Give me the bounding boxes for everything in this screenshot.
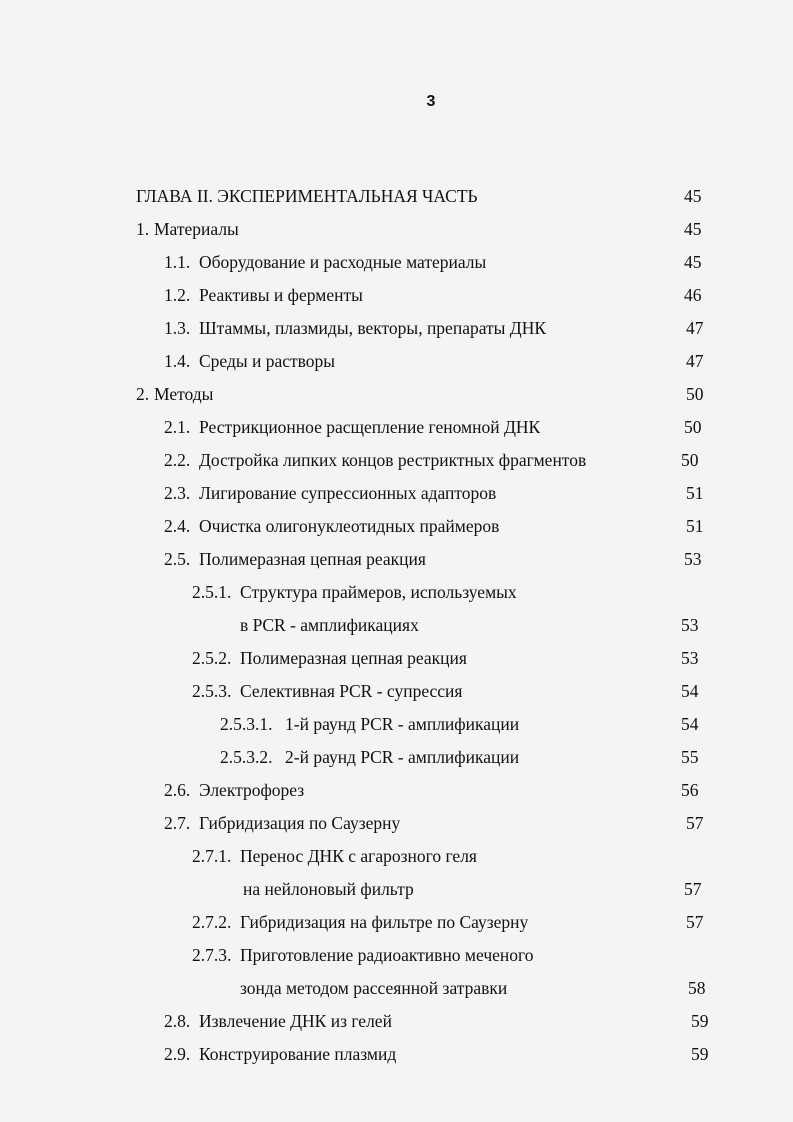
toc-section-title: Полимеразная цепная реакция [240,648,467,668]
toc-section-number: 2.3. [164,483,191,503]
toc-page: 45 [684,186,702,206]
toc-section-title: Рестрикционное расщепление геномной ДНК [199,417,541,437]
toc-section-number: 2.2. [164,450,191,470]
toc-section-number: 2.5.3. [192,681,232,701]
toc-page: 53 [681,648,699,668]
toc-section-number: 2.1. [164,417,191,437]
toc-row [0,1042,793,1066]
toc-section-title: Лигирование супрессионных адапторов [199,483,497,503]
toc-page: 51 [686,483,704,503]
toc-section-title: Структура праймеров, используемых [240,582,517,602]
toc-row [0,448,793,472]
toc-section-title: Селективная PCR - супрессия [240,681,463,701]
toc-page: 47 [686,318,704,338]
toc-section-number: 2.9. [164,1044,191,1064]
toc-section-number: 2.8. [164,1011,191,1031]
toc-section-title: Полимеразная цепная реакция [199,549,426,569]
toc-section-title: Методы [154,384,214,404]
toc-chapter-title: ГЛАВА II. ЭКСПЕРИМЕНТАЛЬНАЯ ЧАСТЬ [136,186,478,206]
toc-row [0,382,793,406]
toc-page: 50 [681,450,699,470]
toc-row [0,613,793,637]
toc-section-title: Реактивы и ферменты [199,285,363,305]
toc-section-title: Конструирование плазмид [199,1044,397,1064]
toc-row [0,481,793,505]
toc-section-number: 2.4. [164,516,191,536]
toc-page: 55 [681,747,699,767]
toc-section-number: 2.5.1. [192,582,232,602]
toc-row [0,316,793,340]
toc-section-title: Приготовление радиоактивно меченого [240,945,534,965]
toc-section-number: 1. [136,219,150,239]
toc-section-title-continued: на нейлоновый фильтр [243,879,414,899]
toc-page: 50 [684,417,702,437]
toc-section-title: Оборудование и расходные материалы [199,252,487,272]
toc-page: 54 [681,714,699,734]
toc-page: 59 [691,1011,709,1031]
toc-row [0,712,793,736]
toc-page: 53 [681,615,699,635]
toc-section-number: 1.2. [164,285,191,305]
toc-section-title: Очистка олигонуклеотидных праймеров [199,516,500,536]
toc-page: 56 [681,780,699,800]
toc-page: 57 [686,912,704,932]
toc-section-title: Штаммы, плазмиды, векторы, препараты ДНК [199,318,547,338]
toc-row [0,646,793,670]
toc-section-title-continued: зонда методом рассеянной затравки [240,978,508,998]
toc-page: 53 [684,549,702,569]
toc-row [0,250,793,274]
toc-row [0,283,793,307]
toc-section-number: 2.7.3. [192,945,232,965]
toc-row [0,514,793,538]
toc-row [0,976,793,1000]
toc-row [0,877,793,901]
toc-section-title: 2-й раунд PCR - амплификации [285,747,520,767]
toc-section-number: 2. [136,384,150,404]
toc-page: 45 [684,219,702,239]
toc-row [0,184,793,208]
toc-section-title: Гибридизация по Саузерну [199,813,401,833]
toc-section-title: Перенос ДНК с агарозного геля [240,846,477,866]
toc-section-title: 1-й раунд PCR - амплификации [285,714,520,734]
toc-page: 57 [684,879,702,899]
toc-section-number: 1.4. [164,351,191,371]
toc-page: 54 [681,681,699,701]
toc-row [0,811,793,835]
toc-page: 47 [686,351,704,371]
toc-row [0,547,793,571]
toc-section-number: 2.5.3.2. [220,747,273,767]
toc-section-title: Материалы [154,219,239,239]
toc-row [0,349,793,373]
toc-row [0,1009,793,1033]
toc-section-title-continued: в PCR - амплификациях [240,615,419,635]
toc-row [0,217,793,241]
toc-page: 59 [691,1044,709,1064]
toc-page: 51 [686,516,704,536]
toc-row [0,679,793,703]
toc-page: 58 [688,978,706,998]
toc-section-number: 2.5.3.1. [220,714,273,734]
toc-section-title: Электрофорез [199,780,305,800]
toc-row [0,580,793,604]
toc-page: 46 [684,285,702,305]
toc-section-number: 2.5. [164,549,191,569]
toc-row [0,415,793,439]
toc-section-number: 2.7. [164,813,191,833]
toc-section-title: Гибридизация на фильтре по Саузерну [240,912,529,932]
toc-row [0,844,793,868]
toc-page: 45 [684,252,702,272]
toc-section-number: 2.7.2. [192,912,232,932]
toc-row [0,910,793,934]
toc-row [0,745,793,769]
toc-page: 50 [686,384,704,404]
toc-section-number: 1.1. [164,252,191,272]
toc-section-title: Среды и растворы [199,351,336,371]
toc-section-number: 1.3. [164,318,191,338]
page-number: 3 [426,93,436,110]
toc-row [0,943,793,967]
toc-section-number: 2.7.1. [192,846,232,866]
toc-page: 57 [686,813,704,833]
toc-section-number: 2.5.2. [192,648,232,668]
toc-section-title: Достройка липких концов рестриктных фрагментов [199,450,587,470]
toc-section-number: 2.6. [164,780,191,800]
toc-section-title: Извлечение ДНК из гелей [199,1011,392,1031]
toc-row [0,778,793,802]
